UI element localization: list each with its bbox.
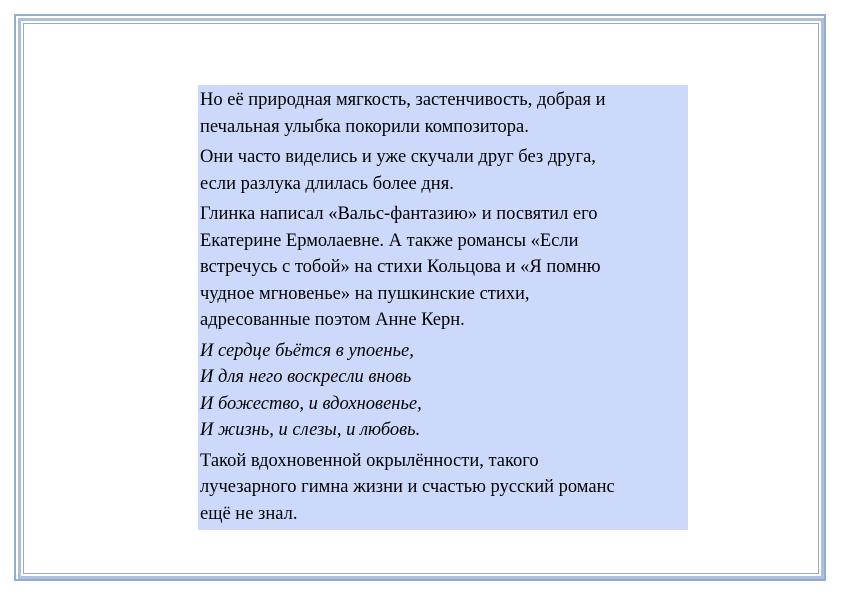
text-line: Екатерине Ермолаевне. А также романсы «Если: [200, 230, 579, 251]
text-line: адресованные поэтом Анне Керн.: [200, 310, 465, 330]
paragraph-glinka-works: [200, 201, 688, 334]
text-line: чудное мгновенье» на пушкинские стихи,: [200, 283, 530, 304]
text-line: Такой вдохновенной окрылённости, такого: [200, 450, 539, 471]
text-line: ещё не знал.: [200, 503, 298, 524]
poem-line: И сердце бьётся в упоенье,: [200, 340, 414, 361]
text-line: Глинка написал «Вальс-фантазию» и посвятил его: [200, 204, 598, 224]
text-line: встречусь с тобой» на стихи Кольцова и «Я помню: [200, 257, 601, 277]
text-line: если разлука длилась более дня.: [200, 173, 454, 194]
text-line: печальная улыбка покорили композитора.: [200, 116, 529, 137]
text-line: лучезарного гимна жизни и счастью русский романс: [200, 477, 615, 497]
poem-line: И для него воскресли вновь: [200, 367, 412, 387]
paragraph-meetings: [200, 144, 688, 197]
poem-line: И жизнь, и слезы, и любовь.: [200, 420, 421, 440]
text-line: Они часто виделись и уже скучали друг без друга,: [200, 147, 596, 167]
text-line: Но её природная мягкость, застенчивость, добрая и: [200, 90, 606, 110]
text-box: [198, 85, 688, 530]
poem-line: И божество, и вдохновенье,: [200, 393, 422, 414]
poem-quote: [200, 338, 688, 444]
paragraph-conclusion: [200, 448, 688, 528]
paragraph-composer-charmed: [200, 87, 688, 140]
